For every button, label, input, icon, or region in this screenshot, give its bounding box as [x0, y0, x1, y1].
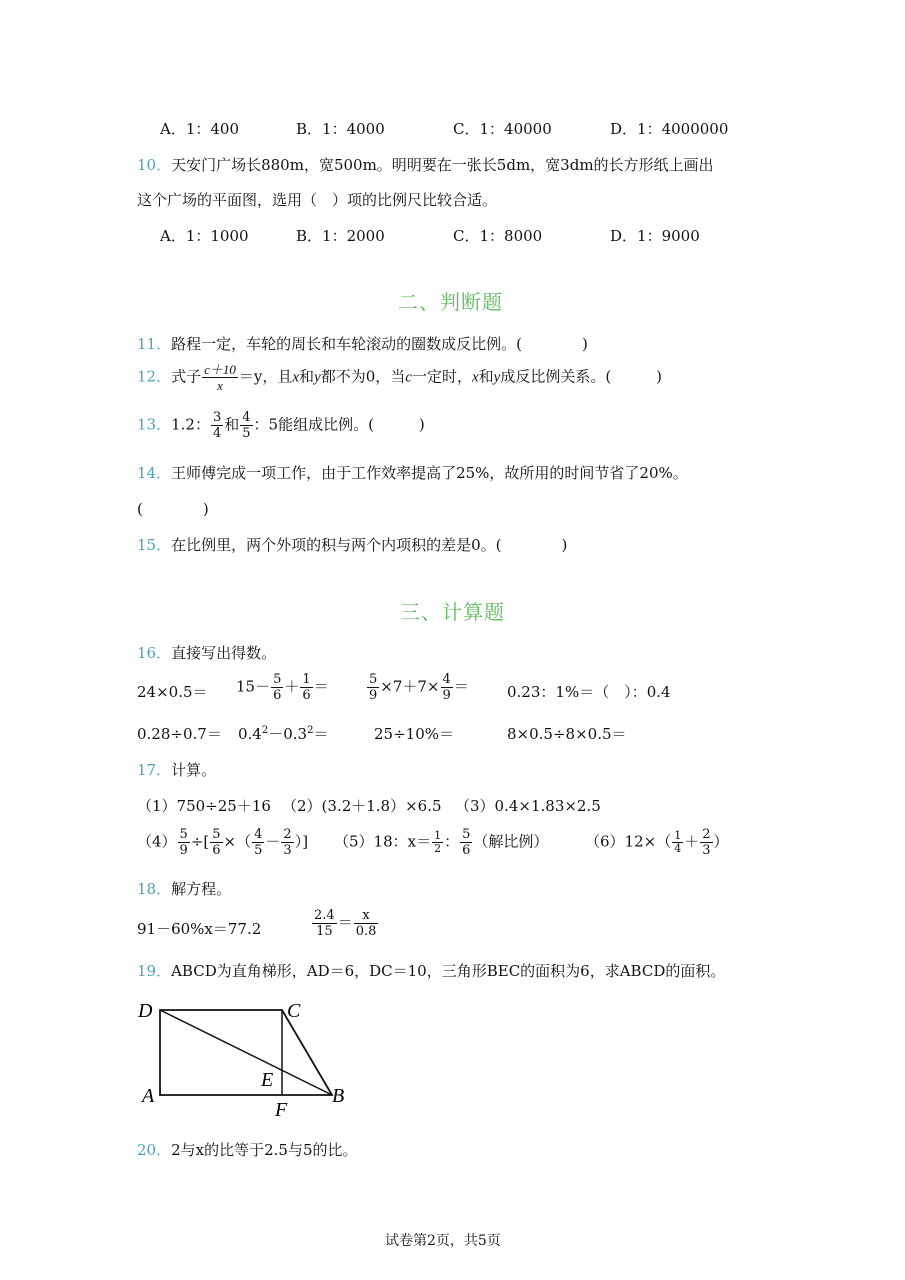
- q10-line2: 这个广场的平面图，选用（ ）项的比例尺比较合适。: [137, 191, 498, 209]
- label-e: E: [261, 1069, 274, 1091]
- question-number: 12．: [137, 367, 172, 386]
- q12: 12．式子 $\frac{c+10}{x}$ ＝y，且x和y都不为0，当c一定时，x和y成反比例关系。( ): [137, 362, 663, 393]
- question-number: 19．: [137, 962, 172, 980]
- q19: [137, 960, 725, 981]
- q10-option-b: B．1：2000: [296, 227, 385, 245]
- question-number: 13．: [137, 415, 172, 434]
- q11: [137, 333, 588, 354]
- section-title-judgement: 二、判断题: [398, 290, 503, 314]
- trapezoid-diagram: [130, 990, 370, 1120]
- q16-r2c4: 8×0.5÷8×0.5＝: [507, 725, 627, 743]
- q17-part5: （5）18：x＝ $\frac{1}{2}$ ： $\frac{5}{6}$ （解比例）: [334, 827, 549, 858]
- label-b: B: [332, 1085, 345, 1107]
- q12-pre: 式子: [171, 367, 202, 386]
- q10-line1: [137, 154, 714, 175]
- q17-title: 17．计算。: [137, 761, 217, 779]
- q15-text: 在比例里，两个外项的积与两个内项积的差是0。( ): [171, 536, 568, 554]
- q10-option-c: C．1：8000: [453, 227, 543, 245]
- q20: [137, 1139, 358, 1160]
- q17-part2: （2）(3.2＋1.8）×6.5: [282, 797, 442, 815]
- question-number: 20．: [137, 1141, 172, 1159]
- q13: 13．1.2： $\frac{3}{4}$ 和 $\frac{4}{5}$ ：5能组成比例。( ): [137, 410, 425, 441]
- q18-equation-1: 91－60%x＝77.2: [137, 920, 262, 938]
- q18-title: 18．解方程。: [137, 880, 232, 898]
- label-a: A: [142, 1085, 155, 1107]
- label-d: D: [138, 1000, 153, 1022]
- question-number: 11．: [137, 335, 172, 353]
- q17-part1: （1）750÷25＋16: [137, 797, 271, 815]
- q19-text: ABCD为直角梯形，AD＝6，DC＝10，三角形BEC的面积为6，求ABCD的面积。: [171, 962, 726, 980]
- q11-text: 路程一定，车轮的周长和车轮滚动的圈数成反比例。( ): [171, 335, 588, 353]
- q18-equation-2: $\frac{2.4}{15}$ ＝ $\frac{x}{0.8}$: [314, 908, 377, 939]
- question-number: 15．: [137, 536, 172, 554]
- q16-r2c1: 0.28÷0.7＝: [137, 725, 222, 743]
- q9-option-a: A．1：400: [160, 120, 240, 138]
- q16-r1c4: 0.23：1%＝（ ）：0.4: [507, 683, 671, 701]
- label-c: C: [287, 1000, 301, 1022]
- q16-r1c1: 24×0.5＝: [137, 683, 208, 701]
- q12-fraction: $\frac{c+10}{x}$: [204, 362, 236, 393]
- q16-r2c3: 25÷10%＝: [374, 725, 454, 743]
- q16-title: 16．直接写出得数。: [137, 644, 277, 662]
- page-footer: 试卷第2页，共5页: [385, 1233, 501, 1249]
- q14-answer-blank: ( ): [137, 500, 209, 518]
- q13-fraction-1: $\frac{3}{4}$: [212, 410, 222, 441]
- q17-part4: （4） $\frac{5}{9}$ ÷[ $\frac{5}{6}$ ×（ $\frac{4}{5}$ － $\frac{2}{3}$ ）]: [137, 827, 309, 858]
- question-number: 10．: [137, 156, 172, 174]
- q10-text-1: 天安门广场长880m，宽500m。明明要在一张长5dm，宽3dm的长方形纸上画出: [171, 156, 714, 174]
- q14-line1: [137, 462, 688, 483]
- q9-option-c: C．1：40000: [453, 120, 552, 138]
- question-number: 18．: [137, 880, 172, 898]
- q17-part3: （3）0.4×1.83×2.5: [455, 797, 601, 815]
- q14-text: 王师傅完成一项工作，由于工作效率提高了25%，故所用的时间节省了20%。: [171, 464, 688, 482]
- question-number: 16．: [137, 644, 172, 662]
- q16-r1c3: $\frac{5}{9}$ ×7＋7× $\frac{4}{9}$ ＝: [369, 672, 469, 703]
- q13-fraction-2: $\frac{4}{5}$: [242, 410, 251, 441]
- q9-option-b: B．1：4000: [296, 120, 385, 138]
- q16-r1c2: 15－ $\frac{5}{6}$ ＋ $\frac{1}{6}$ ＝: [236, 672, 329, 703]
- q15: [137, 534, 567, 555]
- q17-part6: （6）12×（ $\frac{1}{4}$ ＋ $\frac{2}{3}$ ）: [585, 827, 729, 858]
- question-number: 14．: [137, 464, 172, 482]
- q9-option-d: D．1：4000000: [610, 120, 729, 138]
- question-number: 17．: [137, 761, 172, 779]
- label-f: F: [275, 1099, 288, 1120]
- q20-text: 2与x的比等于2.5与5的比。: [171, 1141, 358, 1159]
- section-title-calculation: 三、计算题: [400, 600, 505, 624]
- q10-option-a: A．1：1000: [160, 227, 249, 245]
- q10-option-d: D．1：9000: [610, 227, 700, 245]
- q16-r2c2: $0.4^2-0.3^2=$: [238, 725, 329, 743]
